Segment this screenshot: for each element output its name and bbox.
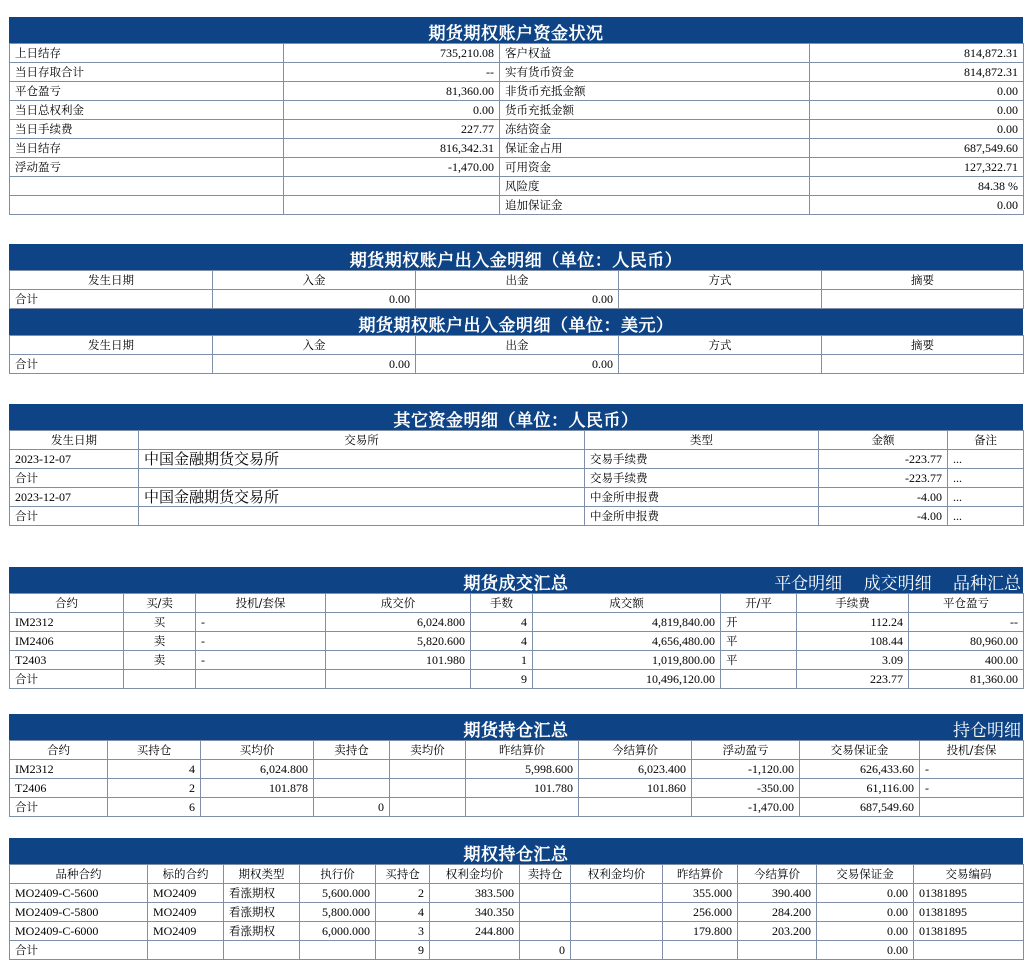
table-cell: 687,549.60 <box>800 798 920 817</box>
table-cell <box>520 884 571 903</box>
table-header-row <box>10 741 1024 760</box>
table-cell: 390.400 <box>738 884 817 903</box>
table-cell: 4 <box>471 632 533 651</box>
table-cell: 0 <box>520 941 571 960</box>
col-header: 成交额 <box>533 594 721 613</box>
table-row <box>10 670 1024 689</box>
table-cell <box>201 798 314 817</box>
fund-status-table <box>9 43 1024 215</box>
fund-label: 货币充抵金额 <box>500 101 810 120</box>
fund-value: 816,342.31 <box>284 139 500 158</box>
fund-value: 0.00 <box>810 196 1024 215</box>
col-header: 摘要 <box>822 271 1024 290</box>
table-cell: 0.00 <box>817 922 914 941</box>
table-row <box>10 798 1024 817</box>
table-cell: 6,000.000 <box>300 922 376 941</box>
table-cell: - <box>920 760 1024 779</box>
table-cell <box>314 760 390 779</box>
fund-status-section <box>9 17 1023 215</box>
fund-value: 0.00 <box>284 101 500 120</box>
col-header: 投机/套保 <box>196 594 326 613</box>
table-cell <box>571 884 663 903</box>
col-header: 发生日期 <box>10 271 213 290</box>
col-header: 成交价 <box>326 594 471 613</box>
fund-value: 0.00 <box>810 101 1024 120</box>
col-header: 标的合约 <box>148 865 224 884</box>
col-header: 合约 <box>10 594 124 613</box>
table-cell: 0.00 <box>817 903 914 922</box>
table-cell <box>920 798 1024 817</box>
table-cell: 4,819,840.00 <box>533 613 721 632</box>
exchange-cell <box>139 469 585 488</box>
trade-summary-links <box>758 569 1021 594</box>
fund-label: 当日总权利金 <box>10 101 284 120</box>
fund-label <box>10 177 284 196</box>
inout-usd-title: 期货期权账户出入金明细（单位：美元） <box>358 316 674 336</box>
table-cell: 看涨期权 <box>224 884 300 903</box>
inout-usd-table <box>9 335 1024 374</box>
table-row <box>10 903 1024 922</box>
table-cell: 179.800 <box>663 922 738 941</box>
table-cell: 平 <box>721 632 797 651</box>
option-summary-header <box>9 838 1023 864</box>
table-cell <box>914 941 1024 960</box>
table-cell: 400.00 <box>909 651 1024 670</box>
col-header: 买持仓 <box>376 865 430 884</box>
table-cell: 卖 <box>124 632 196 651</box>
amount-cell: -223.77 <box>819 469 948 488</box>
option-summary-section <box>9 838 1023 960</box>
total-method <box>619 355 822 374</box>
type-cell: 交易手续费 <box>585 469 819 488</box>
table-cell: 383.500 <box>430 884 520 903</box>
fund-label: 冻结资金 <box>500 120 810 139</box>
fund-label: 可用资金 <box>500 158 810 177</box>
table-cell: 平 <box>721 651 797 670</box>
inout-cny-title: 期货期权账户出入金明细（单位：人民币） <box>349 251 683 271</box>
table-cell <box>721 670 797 689</box>
table-cell: -350.00 <box>692 779 800 798</box>
col-header: 今结算价 <box>738 865 817 884</box>
table-cell: MO2409-C-5600 <box>10 884 148 903</box>
table-cell: 合计 <box>10 798 108 817</box>
trade-summary-section <box>9 567 1023 689</box>
table-cell <box>314 779 390 798</box>
table-cell: - <box>196 651 326 670</box>
table-row <box>10 120 1024 139</box>
table-cell: 2 <box>108 779 201 798</box>
other-funds-header <box>9 404 1023 430</box>
table-cell: 112.24 <box>797 613 909 632</box>
col-header: 交易保证金 <box>800 741 920 760</box>
table-row <box>10 139 1024 158</box>
table-cell <box>196 670 326 689</box>
type-cell: 中金所申报费 <box>585 507 819 526</box>
table-cell <box>390 760 466 779</box>
col-header: 备注 <box>948 431 1024 450</box>
table-header-row <box>10 336 1024 355</box>
total-out: 0.00 <box>416 290 619 309</box>
fund-value: 814,872.31 <box>810 63 1024 82</box>
table-cell: 6,024.800 <box>326 613 471 632</box>
table-cell: IM2406 <box>10 632 124 651</box>
fund-value: 81,360.00 <box>284 82 500 101</box>
fund-label: 风险度 <box>500 177 810 196</box>
type-cell: 交易手续费 <box>585 450 819 469</box>
table-cell: MO2409 <box>148 922 224 941</box>
total-in: 0.00 <box>213 355 416 374</box>
table-cell: 5,820.600 <box>326 632 471 651</box>
col-header: 昨结算价 <box>466 741 579 760</box>
fund-value: -- <box>284 63 500 82</box>
table-cell: 244.800 <box>430 922 520 941</box>
table-cell: 80,960.00 <box>909 632 1024 651</box>
table-row <box>10 779 1024 798</box>
table-header-row <box>10 431 1024 450</box>
date-cell: 合计 <box>10 507 139 526</box>
col-header: 入金 <box>213 271 416 290</box>
exchange-cell: 中国金融期货交易所 <box>139 488 585 507</box>
col-header: 期权类型 <box>224 865 300 884</box>
table-cell: 101.860 <box>579 779 692 798</box>
table-cell: 2 <box>376 884 430 903</box>
inout-usd-header <box>9 309 1023 335</box>
note-cell: ... <box>948 507 1024 526</box>
position-summary-section <box>9 714 1023 817</box>
table-cell <box>466 798 579 817</box>
table-row <box>10 63 1024 82</box>
position-summary-title: 期货持仓汇总 <box>463 721 569 741</box>
col-header: 手续费 <box>797 594 909 613</box>
total-memo <box>822 355 1024 374</box>
table-cell: 01381895 <box>914 903 1024 922</box>
amount-cell: -4.00 <box>819 488 948 507</box>
fund-label: 当日存取合计 <box>10 63 284 82</box>
table-row <box>10 44 1024 63</box>
fund-value: 84.38 % <box>810 177 1024 196</box>
table-cell: MO2409-C-5800 <box>10 903 148 922</box>
table-cell: 4 <box>108 760 201 779</box>
note-cell: ... <box>948 469 1024 488</box>
col-header: 交易保证金 <box>817 865 914 884</box>
table-cell: 61,116.00 <box>800 779 920 798</box>
total-label: 合计 <box>10 290 213 309</box>
fund-value: 227.77 <box>284 120 500 139</box>
total-label: 合计 <box>10 355 213 374</box>
position-summary-header <box>9 714 1023 740</box>
fund-value: 687,549.60 <box>810 139 1024 158</box>
table-cell: 6,023.400 <box>579 760 692 779</box>
link-product-summary[interactable]: 品种汇总 <box>953 574 1021 594</box>
col-header: 买均价 <box>201 741 314 760</box>
exchange-cell: 中国金融期货交易所 <box>139 450 585 469</box>
date-cell: 2023-12-07 <box>10 488 139 507</box>
table-cell: 101.980 <box>326 651 471 670</box>
table-header-row <box>10 594 1024 613</box>
table-cell: 合计 <box>10 670 124 689</box>
table-cell: 买 <box>124 613 196 632</box>
col-header: 方式 <box>619 336 822 355</box>
table-cell: -1,120.00 <box>692 760 800 779</box>
table-cell: 9 <box>376 941 430 960</box>
table-row <box>10 290 1024 309</box>
col-header: 手数 <box>471 594 533 613</box>
fund-value: -1,470.00 <box>284 158 500 177</box>
other-funds-title: 其它资金明细（单位：人民币） <box>393 411 639 431</box>
table-cell: IM2312 <box>10 760 108 779</box>
trade-summary-title: 期货成交汇总 <box>463 574 569 594</box>
table-cell: 1 <box>471 651 533 670</box>
table-cell: 223.77 <box>797 670 909 689</box>
table-row <box>10 101 1024 120</box>
fund-value: 0.00 <box>810 82 1024 101</box>
table-cell: 4 <box>376 903 430 922</box>
fund-label: 非货币充抵金额 <box>500 82 810 101</box>
col-header: 交易所 <box>139 431 585 450</box>
col-header: 平仓盈亏 <box>909 594 1024 613</box>
table-row <box>10 177 1024 196</box>
table-row <box>10 355 1024 374</box>
table-row <box>10 469 1024 488</box>
table-cell: IM2312 <box>10 613 124 632</box>
table-cell: 101.780 <box>466 779 579 798</box>
type-cell: 中金所申报费 <box>585 488 819 507</box>
fund-value: 127,322.71 <box>810 158 1024 177</box>
table-cell: 626,433.60 <box>800 760 920 779</box>
table-cell <box>520 903 571 922</box>
table-cell: 81,360.00 <box>909 670 1024 689</box>
col-header: 摘要 <box>822 336 1024 355</box>
col-header: 买/卖 <box>124 594 196 613</box>
table-cell: 01381895 <box>914 922 1024 941</box>
table-cell: 108.44 <box>797 632 909 651</box>
other-funds-table <box>9 430 1024 526</box>
col-header: 执行价 <box>300 865 376 884</box>
fund-label: 浮动盈亏 <box>10 158 284 177</box>
table-cell: - <box>920 779 1024 798</box>
col-header: 今结算价 <box>579 741 692 760</box>
table-cell <box>663 941 738 960</box>
table-header-row <box>10 865 1024 884</box>
fund-status-title: 期货期权账户资金状况 <box>428 24 604 44</box>
table-cell: 340.350 <box>430 903 520 922</box>
table-cell <box>738 941 817 960</box>
date-cell: 合计 <box>10 469 139 488</box>
table-row <box>10 196 1024 215</box>
table-cell: T2406 <box>10 779 108 798</box>
table-cell: 5,998.600 <box>466 760 579 779</box>
inout-cny-header <box>9 244 1023 270</box>
col-header: 合约 <box>10 741 108 760</box>
col-header: 发生日期 <box>10 336 213 355</box>
table-cell: 看涨期权 <box>224 903 300 922</box>
table-cell <box>571 903 663 922</box>
fund-value <box>284 196 500 215</box>
table-cell: - <box>196 613 326 632</box>
note-cell: ... <box>948 488 1024 507</box>
col-header: 出金 <box>416 271 619 290</box>
table-cell <box>326 670 471 689</box>
table-row <box>10 651 1024 670</box>
fund-label: 上日结存 <box>10 44 284 63</box>
table-cell: 3 <box>376 922 430 941</box>
table-cell <box>390 798 466 817</box>
fund-value <box>284 177 500 196</box>
col-header: 出金 <box>416 336 619 355</box>
table-cell: 101.878 <box>201 779 314 798</box>
col-header: 买持仓 <box>108 741 201 760</box>
table-cell <box>571 941 663 960</box>
table-cell <box>520 922 571 941</box>
table-cell: 1,019,800.00 <box>533 651 721 670</box>
table-cell <box>390 779 466 798</box>
table-cell <box>579 798 692 817</box>
position-summary-links <box>937 716 1021 741</box>
col-header: 投机/套保 <box>920 741 1024 760</box>
table-cell: 10,496,120.00 <box>533 670 721 689</box>
table-row <box>10 507 1024 526</box>
date-cell: 2023-12-07 <box>10 450 139 469</box>
col-header: 开/平 <box>721 594 797 613</box>
table-cell: -1,470.00 <box>692 798 800 817</box>
table-cell: 0.00 <box>817 941 914 960</box>
link-position-detail[interactable]: 持仓明细 <box>953 721 1021 741</box>
table-cell: - <box>196 632 326 651</box>
fund-label <box>10 196 284 215</box>
col-header: 权利金均价 <box>430 865 520 884</box>
table-cell: 9 <box>471 670 533 689</box>
note-cell: ... <box>948 450 1024 469</box>
table-row <box>10 922 1024 941</box>
table-cell <box>430 941 520 960</box>
table-cell <box>300 941 376 960</box>
table-cell: 3.09 <box>797 651 909 670</box>
fund-status-header <box>9 17 1023 43</box>
table-cell: 0.00 <box>817 884 914 903</box>
table-row <box>10 760 1024 779</box>
table-cell: 5,600.000 <box>300 884 376 903</box>
option-summary-table <box>9 864 1024 960</box>
fund-label: 实有货币资金 <box>500 63 810 82</box>
amount-cell: -223.77 <box>819 450 948 469</box>
table-row <box>10 613 1024 632</box>
col-header: 入金 <box>213 336 416 355</box>
table-cell: 203.200 <box>738 922 817 941</box>
table-cell: 4,656,480.00 <box>533 632 721 651</box>
col-header: 品种合约 <box>10 865 148 884</box>
table-row <box>10 158 1024 177</box>
table-cell: T2403 <box>10 651 124 670</box>
table-cell: 0 <box>314 798 390 817</box>
table-cell <box>224 941 300 960</box>
col-header: 发生日期 <box>10 431 139 450</box>
table-row <box>10 450 1024 469</box>
total-in: 0.00 <box>213 290 416 309</box>
table-cell: 256.000 <box>663 903 738 922</box>
col-header: 昨结算价 <box>663 865 738 884</box>
fund-label: 追加保证金 <box>500 196 810 215</box>
table-cell: 5,800.000 <box>300 903 376 922</box>
table-row <box>10 632 1024 651</box>
inout-section <box>9 244 1023 374</box>
table-cell: 卖 <box>124 651 196 670</box>
col-header: 浮动盈亏 <box>692 741 800 760</box>
inout-cny-table <box>9 270 1024 309</box>
col-header: 方式 <box>619 271 822 290</box>
table-cell: 4 <box>471 613 533 632</box>
fund-label: 客户权益 <box>500 44 810 63</box>
col-header: 交易编码 <box>914 865 1024 884</box>
trade-summary-header <box>9 567 1023 593</box>
col-header: 类型 <box>585 431 819 450</box>
table-cell: 355.000 <box>663 884 738 903</box>
position-summary-table <box>9 740 1024 817</box>
fund-label: 平仓盈亏 <box>10 82 284 101</box>
fund-value: 0.00 <box>810 120 1024 139</box>
table-cell: -- <box>909 613 1024 632</box>
col-header: 金额 <box>819 431 948 450</box>
col-header: 权利金均价 <box>571 865 663 884</box>
table-row <box>10 941 1024 960</box>
table-cell: MO2409 <box>148 903 224 922</box>
table-cell: 01381895 <box>914 884 1024 903</box>
table-cell: 6 <box>108 798 201 817</box>
link-trade-detail[interactable]: 成交明细 <box>863 574 932 594</box>
total-method <box>619 290 822 309</box>
table-cell: MO2409-C-6000 <box>10 922 148 941</box>
exchange-cell <box>139 507 585 526</box>
total-memo <box>822 290 1024 309</box>
table-cell: 开 <box>721 613 797 632</box>
link-close-detail[interactable]: 平仓明细 <box>774 574 843 594</box>
option-summary-title: 期权持仓汇总 <box>463 845 569 865</box>
table-cell <box>148 941 224 960</box>
table-cell: MO2409 <box>148 884 224 903</box>
table-cell: 看涨期权 <box>224 922 300 941</box>
other-funds-section <box>9 404 1023 526</box>
fund-value: 814,872.31 <box>810 44 1024 63</box>
fund-label: 保证金占用 <box>500 139 810 158</box>
fund-label: 当日手续费 <box>10 120 284 139</box>
table-cell: 284.200 <box>738 903 817 922</box>
table-cell <box>571 922 663 941</box>
table-row <box>10 488 1024 507</box>
trade-summary-table <box>9 593 1024 689</box>
total-out: 0.00 <box>416 355 619 374</box>
table-row <box>10 82 1024 101</box>
amount-cell: -4.00 <box>819 507 948 526</box>
table-cell <box>124 670 196 689</box>
table-header-row <box>10 271 1024 290</box>
table-cell: 6,024.800 <box>201 760 314 779</box>
col-header: 卖持仓 <box>520 865 571 884</box>
fund-value: 735,210.08 <box>284 44 500 63</box>
col-header: 卖持仓 <box>314 741 390 760</box>
fund-label: 当日结存 <box>10 139 284 158</box>
table-row <box>10 884 1024 903</box>
table-cell: 合计 <box>10 941 148 960</box>
col-header: 卖均价 <box>390 741 466 760</box>
